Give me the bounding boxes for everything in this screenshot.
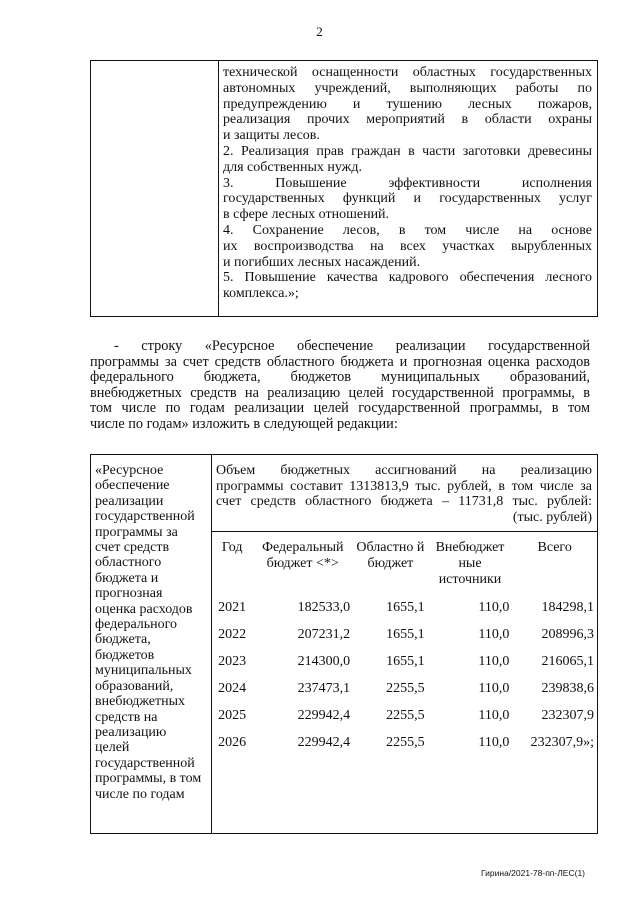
goals-table-continuation [90,60,598,317]
text-line: муниципальных [95,663,192,679]
text-line: прогнозная [95,586,163,602]
text-line: предупреждению и тушению лесных пожаров, [223,96,592,112]
text-line: автономных учреждений, выполняющих работы по [223,80,592,96]
cell-federal: 207231,2 [297,626,351,642]
cell-federal: 214300,0 [297,653,351,669]
text-line: образований, [95,678,174,694]
header-federal: Федеральный бюджет <*> [261,540,344,571]
text-line: оценка расходов [95,601,193,617]
text-line: программы за [95,524,178,540]
text-line: бюджета, [95,632,151,648]
text-line: счет средств [95,540,170,556]
text-line: Объем бюджетных ассигнований на реализацию [216,463,592,478]
text-line: том числе по годам реализации целей государственной программы, в том [90,400,590,417]
text-line: их воспроизводства на всех участках вырубленных [223,238,592,254]
header-total: Всего [537,540,572,555]
cell-regional: 1655,1 [386,653,425,669]
cell-total: 216065,1 [541,653,594,669]
cell-year: 2025 [218,707,247,723]
table-row [212,648,597,675]
cell-regional: 1655,1 [386,626,425,642]
text-line: реализацию [95,724,167,740]
cell-extrabudgetary: 110,0 [478,599,510,615]
text-line: государственных функций и государственных услуг [223,191,592,207]
text-line: «Ресурсное [95,463,164,478]
cell-extrabudgetary: 110,0 [478,707,510,723]
header-regional: Областно й бюджет [356,540,425,571]
goals-text [223,65,592,302]
text-line: и защиты лесов. [223,128,320,144]
cell-regional: 2255,5 [386,734,425,750]
table-header-row [212,532,597,595]
text-line: - строку «Ресурсное обеспечение реализации государственной [114,338,590,354]
cell-total: 184298,1 [541,599,594,615]
text-line: федерального бюджета, бюджетов муниципальных образований, [90,369,590,386]
text-line: областного [95,555,162,571]
text-line: для собственных нужд. [223,159,362,175]
text-line: программы составит 1313813,9 тыс. рублей, в том числе за [216,478,592,494]
table-row [212,675,597,702]
text-line: 5. Повышение качества кадрового обеспечения лесного [223,270,592,286]
text-line: программы за счет средств областного бюджета и прогнозная оценка расходов [90,353,590,370]
cell-total: 239838,6 [541,680,594,696]
unit-label: (тыс. рублей) [512,509,592,525]
text-line: реализации [95,493,164,509]
cell-federal: 182533,0 [297,599,351,615]
cell-year: 2022 [218,626,247,642]
text-line: внебюджетных [95,694,186,710]
table-row [212,594,597,621]
text-line: обеспечение [95,478,170,494]
text-line: реализация прочих мероприятий в области охраны [223,112,592,128]
text-line: государственной [95,755,195,771]
cell-federal: 237473,1 [297,680,351,696]
page-number: 2 [316,24,323,39]
cell-federal: 229942,4 [297,707,351,723]
text-line: бюджетов [95,647,155,663]
table-row [212,621,597,648]
cell-federal: 229942,4 [297,734,351,750]
text-line: средств на [95,709,158,725]
text-line: числе по годам» изложить в следующей редакции: [90,415,398,432]
text-line: комплекса.»; [223,286,299,302]
cell-extrabudgetary: 110,0 [478,680,510,696]
text-line: и погибших лесных насаждений. [223,254,421,270]
text-line: внебюджетных средств на реализацию целей государственной программы, в [90,384,590,401]
cell-extrabudgetary: 110,0 [478,626,510,642]
text-line: 2. Реализация прав граждан в части заготовки древесины [223,143,592,159]
instruction-paragraph [90,339,590,433]
text-line: в сфере лесных отношений. [223,207,390,223]
resource-table [90,454,598,834]
text-line: федерального [95,617,178,633]
text-line: программы, в том [95,771,202,787]
text-line: 4. Сохранение лесов, в том числе на основе [223,222,592,238]
cell-total: 208996,3 [541,626,594,642]
document-footer: Гирина/2021-78-пп-ЛЕС(1) [481,868,585,878]
cell-year: 2023 [218,653,247,669]
header-year: Год [221,540,243,555]
text-line: 3. Повышение эффективности исполнения [223,175,592,191]
cell-total: 232307,9»; [530,734,594,750]
cell-regional: 2255,5 [386,680,425,696]
cell-year: 2024 [218,680,247,696]
header-extrabudgetary: Внебюджет ные источники [435,540,505,587]
cell-extrabudgetary: 110,0 [478,653,510,669]
column-divider [218,61,219,316]
cell-total: 232307,9 [541,707,594,723]
budget-by-year-table [212,531,597,756]
text-line: государственной [95,509,195,525]
cell-regional: 1655,1 [386,599,425,615]
budget-summary [216,463,592,525]
text-line: целей [95,740,130,756]
text-line: бюджета и [95,570,159,586]
text-line: числе по годам [95,786,185,802]
table-row [212,729,597,756]
cell-extrabudgetary: 110,0 [478,734,510,750]
table-row [212,702,597,729]
cell-year: 2021 [218,599,247,615]
text-line: счет средств областного бюджета – 11731,8 тыс. рублей: [216,494,592,510]
cell-regional: 2255,5 [386,707,425,723]
text-line: технической оснащенности областных государственных [223,65,592,80]
cell-year: 2026 [218,734,247,750]
row-label [95,463,209,802]
